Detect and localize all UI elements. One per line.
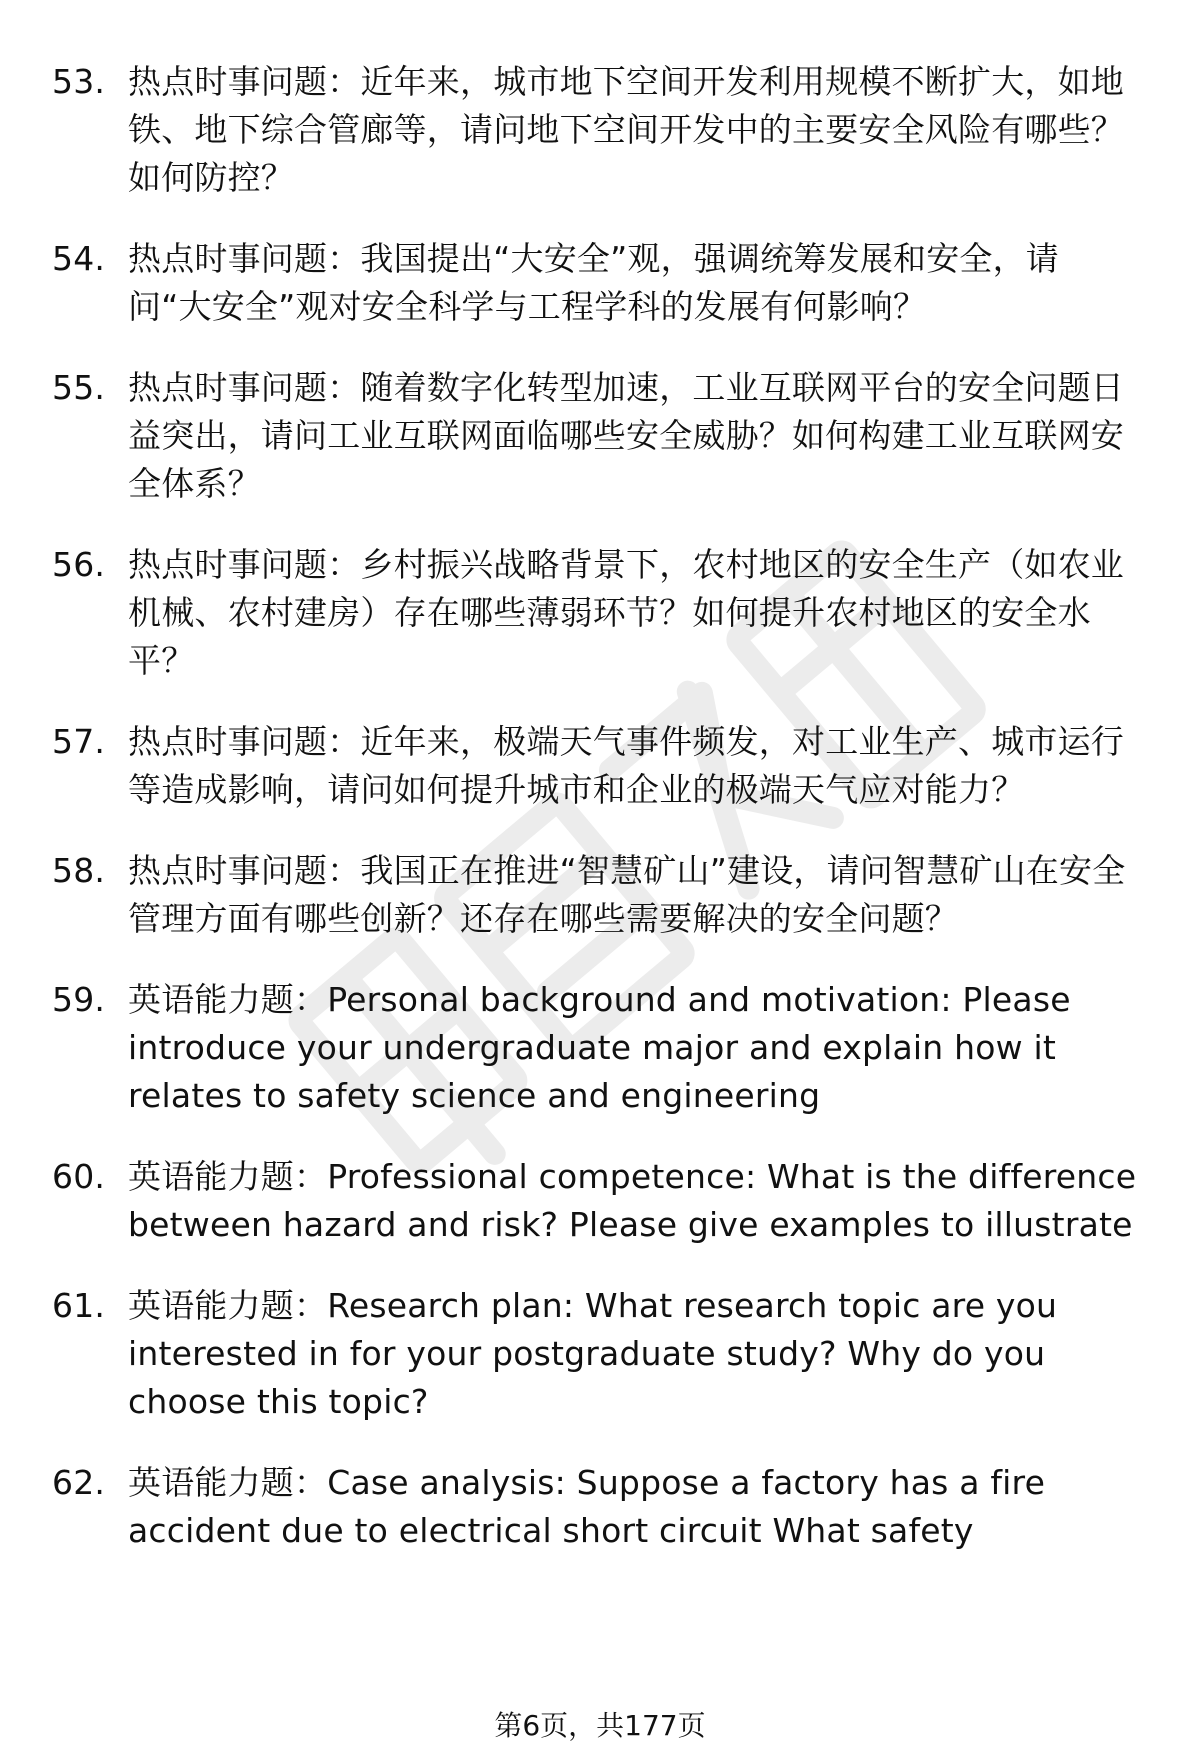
question-number: 57. xyxy=(52,722,106,761)
question-item xyxy=(0,718,1200,814)
question-item xyxy=(0,364,1200,508)
question-text: 热点时事问题：随着数字化转型加速，工业互联网平台的安全问题日益突出，请问工业互联网面临哪些安全威胁？如何构建工业互联网安全体系？ xyxy=(128,368,1124,503)
question-item xyxy=(0,1459,1200,1555)
question-number: 59. xyxy=(52,980,106,1019)
question-number: 58. xyxy=(52,851,106,890)
question-text: 热点时事问题：近年来，极端天气事件频发，对工业生产、城市运行等造成影响，请问如何提升城市和企业的极端天气应对能力？ xyxy=(128,722,1124,809)
question-number: 53. xyxy=(52,62,106,101)
question-list xyxy=(0,58,1200,1588)
question-text: 热点时事问题：我国提出“大安全”观，强调统筹发展和安全，请问“大安全”观对安全科学与工程学科的发展有何影响？ xyxy=(128,239,1059,326)
question-text: 热点时事问题：我国正在推进“智慧矿山”建设，请问智慧矿山在安全管理方面有哪些创新？还存在哪些需要解决的安全问题？ xyxy=(128,851,1126,938)
question-text: 热点时事问题：乡村振兴战略背景下，农村地区的安全生产（如农业机械、农村建房）存在哪些薄弱环节？如何提升农村地区的安全水平？ xyxy=(128,545,1124,680)
question-number: 60. xyxy=(52,1157,106,1196)
question-item xyxy=(0,976,1200,1120)
question-text: 热点时事问题：近年来，城市地下空间开发利用规模不断扩大，如地铁、地下综合管廊等，请问地下空间开发中的主要安全风险有哪些？如何防控？ xyxy=(128,62,1124,197)
question-number: 55. xyxy=(52,368,106,407)
question-item xyxy=(0,235,1200,331)
question-item xyxy=(0,541,1200,685)
question-number: 61. xyxy=(52,1286,106,1325)
question-number: 54. xyxy=(52,239,106,278)
question-text: 英语能力题：Personal background and motivation: Please introduce your undergraduate major and explain how it relates to safety science and engineering xyxy=(128,980,1071,1115)
page-footer: 第6页，共177页 xyxy=(494,1709,706,1742)
question-item xyxy=(0,847,1200,943)
question-number: 62. xyxy=(52,1463,106,1502)
question-item xyxy=(0,58,1200,202)
question-text: 英语能力题：Professional competence: What is the difference between hazard and risk? Please give examples to illustrate xyxy=(128,1157,1137,1244)
question-item xyxy=(0,1282,1200,1426)
question-text: 英语能力题：Case analysis: Suppose a factory has a fire accident due to electrical short circuit What safety xyxy=(128,1463,1046,1550)
question-item xyxy=(0,1153,1200,1249)
question-text: 英语能力题：Research plan: What research topic are you interested in for your postgraduate study? Why do you choose this topic? xyxy=(128,1286,1058,1421)
question-number: 56. xyxy=(52,545,106,584)
